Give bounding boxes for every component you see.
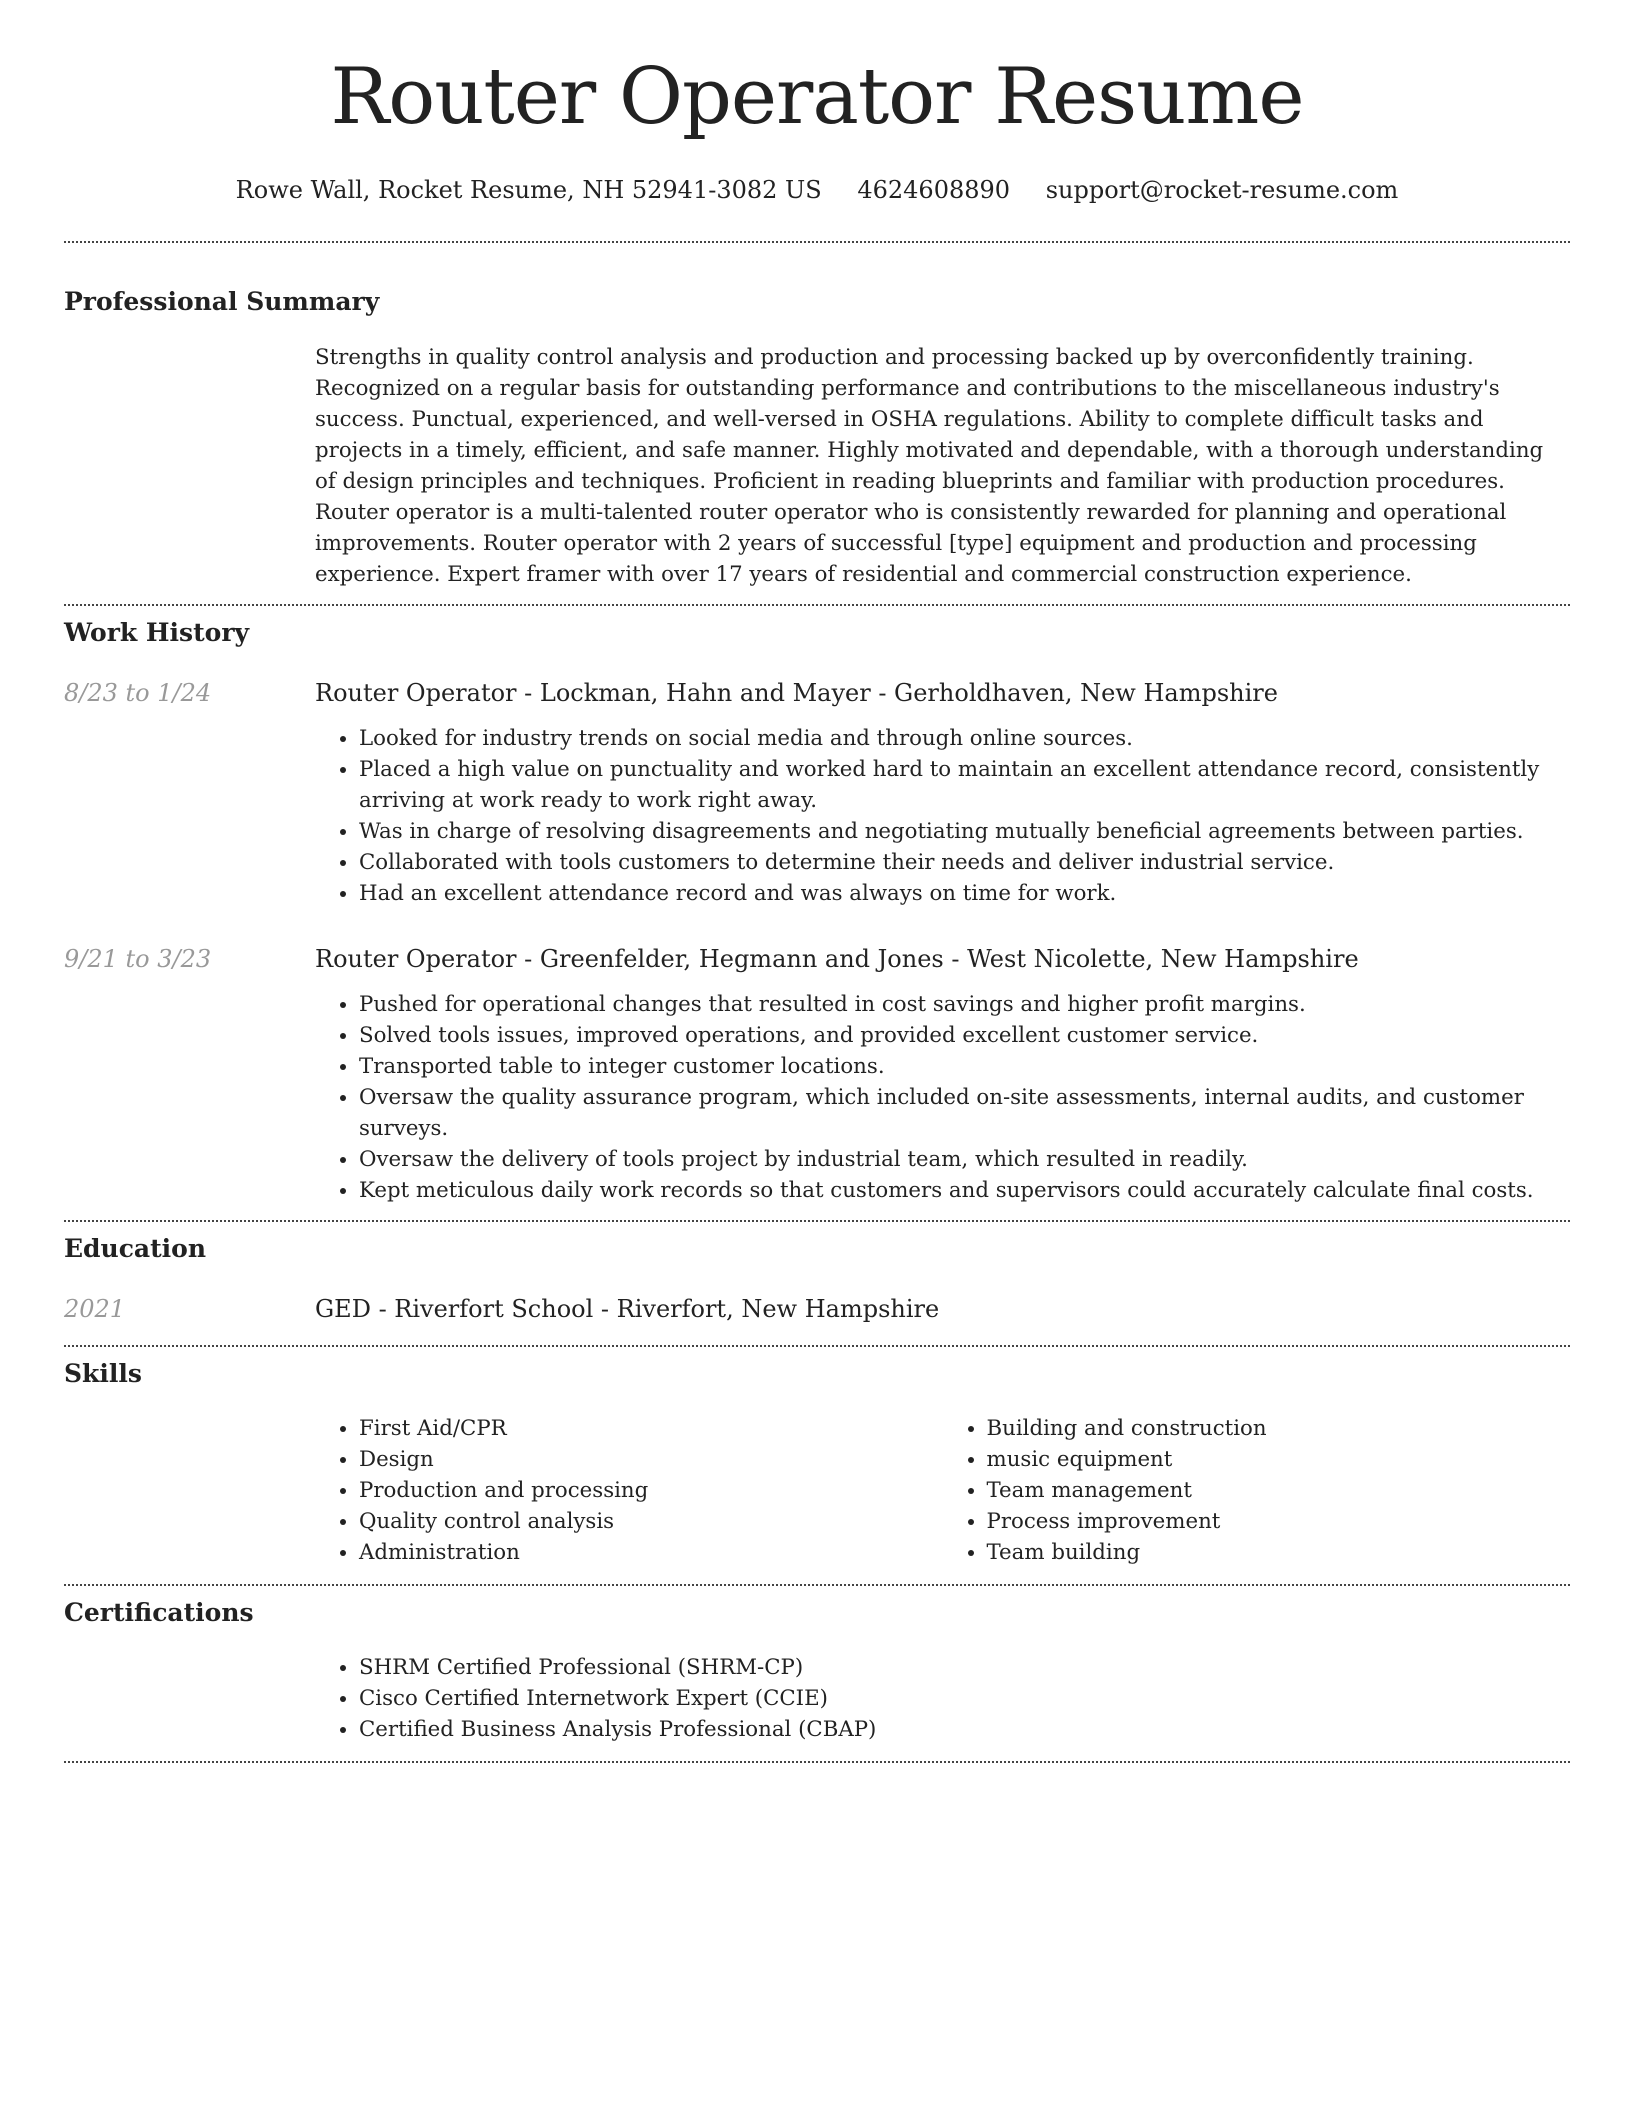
skill-item: • Team building (987, 1537, 1571, 1568)
job-title: Router Operator - Lockman, Hahn and Mayer - Gerholdhaven, New Hampshire (315, 678, 1278, 707)
education-body (315, 1294, 1570, 1325)
list-item: • Was in charge of resolving disagreements and negotiating mutually beneficial agreements between parties. (359, 816, 1570, 847)
job-bullets (315, 723, 1570, 909)
job-dates: 8/23 to 1/24 (64, 678, 212, 707)
section-title-education: Education (64, 1234, 207, 1264)
resume-page (64, 0, 1570, 1763)
section-title-certifications: Certifications (64, 1598, 254, 1628)
divider (64, 241, 1570, 243)
list-item: • Oversaw the quality assurance program, which included on-site assessments, internal audits, and customer surveys. (359, 1082, 1570, 1144)
list-item: • Pushed for operational changes that resulted in cost savings and higher profit margins. (359, 989, 1570, 1020)
section-title-summary: Professional Summary (64, 286, 380, 316)
resume-title: Router Operator Resume (330, 52, 1304, 142)
skills-list-right (943, 1413, 1571, 1568)
skill-item: • Design (359, 1444, 943, 1475)
summary-text: Strengths in quality control analysis and production and processing backed up by overconfidently training. Recognized on a regular basis for outstanding performance and contributions to the miscellaneous industry's success. Punctual, experienced, and well-versed in OSHA regulations. Ability to complete difficult tasks and projects in a timely, efficient, and safe manner. Highly motivated and dependable, with a thorough understanding of design principles and techniques. Proficient in reading blueprints and familiar with production procedures. Router operator is a multi-talented router operator who is consistently rewarded for planning and operational improvements. Router operator with 2 years of successful [type] equipment and production and processing experience. Expert framer with over 17 years of residential and commercial construction experience. (315, 344, 1544, 587)
divider (64, 604, 1570, 606)
list-item: • Had an excellent attendance record and was always on time for work. (359, 878, 1570, 909)
skill-item: • music equipment (987, 1444, 1571, 1475)
divider (64, 1584, 1570, 1586)
skill-item: • Quality control analysis (359, 1506, 943, 1537)
skills-list-left (315, 1413, 943, 1568)
certification-item: • Certified Business Analysis Professional (CBAP) (359, 1714, 1570, 1745)
list-item: • Looked for industry trends on social media and through online sources. (359, 723, 1570, 754)
list-item: • Collaborated with tools customers to determine their needs and deliver industrial service. (359, 847, 1570, 878)
skill-item: • Team management (987, 1475, 1571, 1506)
list-item: • Solved tools issues, improved operations, and provided excellent customer service. (359, 1020, 1570, 1051)
certification-item: • Cisco Certified Internetwork Expert (CCIE) (359, 1683, 1570, 1714)
skill-item: • Production and processing (359, 1475, 943, 1506)
certifications-list (315, 1652, 1570, 1745)
certifications-block (315, 1652, 1570, 1745)
job-dates: 9/21 to 3/23 (64, 944, 212, 973)
contact-line (64, 176, 1570, 205)
skill-item: • Building and construction (987, 1413, 1571, 1444)
education-year: 2021 (64, 1295, 126, 1324)
list-item: • Transported table to integer customer locations. (359, 1051, 1570, 1082)
skill-item: • Administration (359, 1537, 943, 1568)
divider (64, 1761, 1570, 1763)
list-item: • Kept meticulous daily work records so that customers and supervisors could accurately calculate final costs. (359, 1175, 1570, 1206)
contact-phone: 4624608890 (857, 176, 1011, 204)
contact-address: Rowe Wall, Rocket Resume, NH 52941-3082 US (235, 176, 822, 204)
skill-item: • Process improvement (987, 1506, 1571, 1537)
job-body (315, 944, 1570, 1206)
divider (64, 1220, 1570, 1222)
job-title: Router Operator - Greenfelder, Hegmann and Jones - West Nicolette, New Hampshire (315, 944, 1359, 973)
contact-email: support@rocket-resume.com (1045, 176, 1399, 204)
job-bullets (315, 989, 1570, 1206)
education-title: GED - Riverfort School - Riverfort, New Hampshire (315, 1295, 940, 1324)
divider (64, 1345, 1570, 1347)
education-entry (64, 1294, 1570, 1325)
list-item: • Placed a high value on punctuality and worked hard to maintain an excellent attendance record, consistently arriving at work ready to work right away. (359, 754, 1570, 816)
section-title-skills: Skills (64, 1359, 142, 1389)
job-body (315, 678, 1570, 909)
job-entry (64, 944, 1570, 1206)
skills-grid (315, 1413, 1570, 1568)
skill-item: • First Aid/CPR (359, 1413, 943, 1444)
certification-item: • SHRM Certified Professional (SHRM-CP) (359, 1652, 1570, 1683)
section-title-work-history: Work History (64, 617, 250, 647)
job-entry (64, 678, 1570, 909)
list-item: • Oversaw the delivery of tools project by industrial team, which resulted in readily. (359, 1144, 1570, 1175)
